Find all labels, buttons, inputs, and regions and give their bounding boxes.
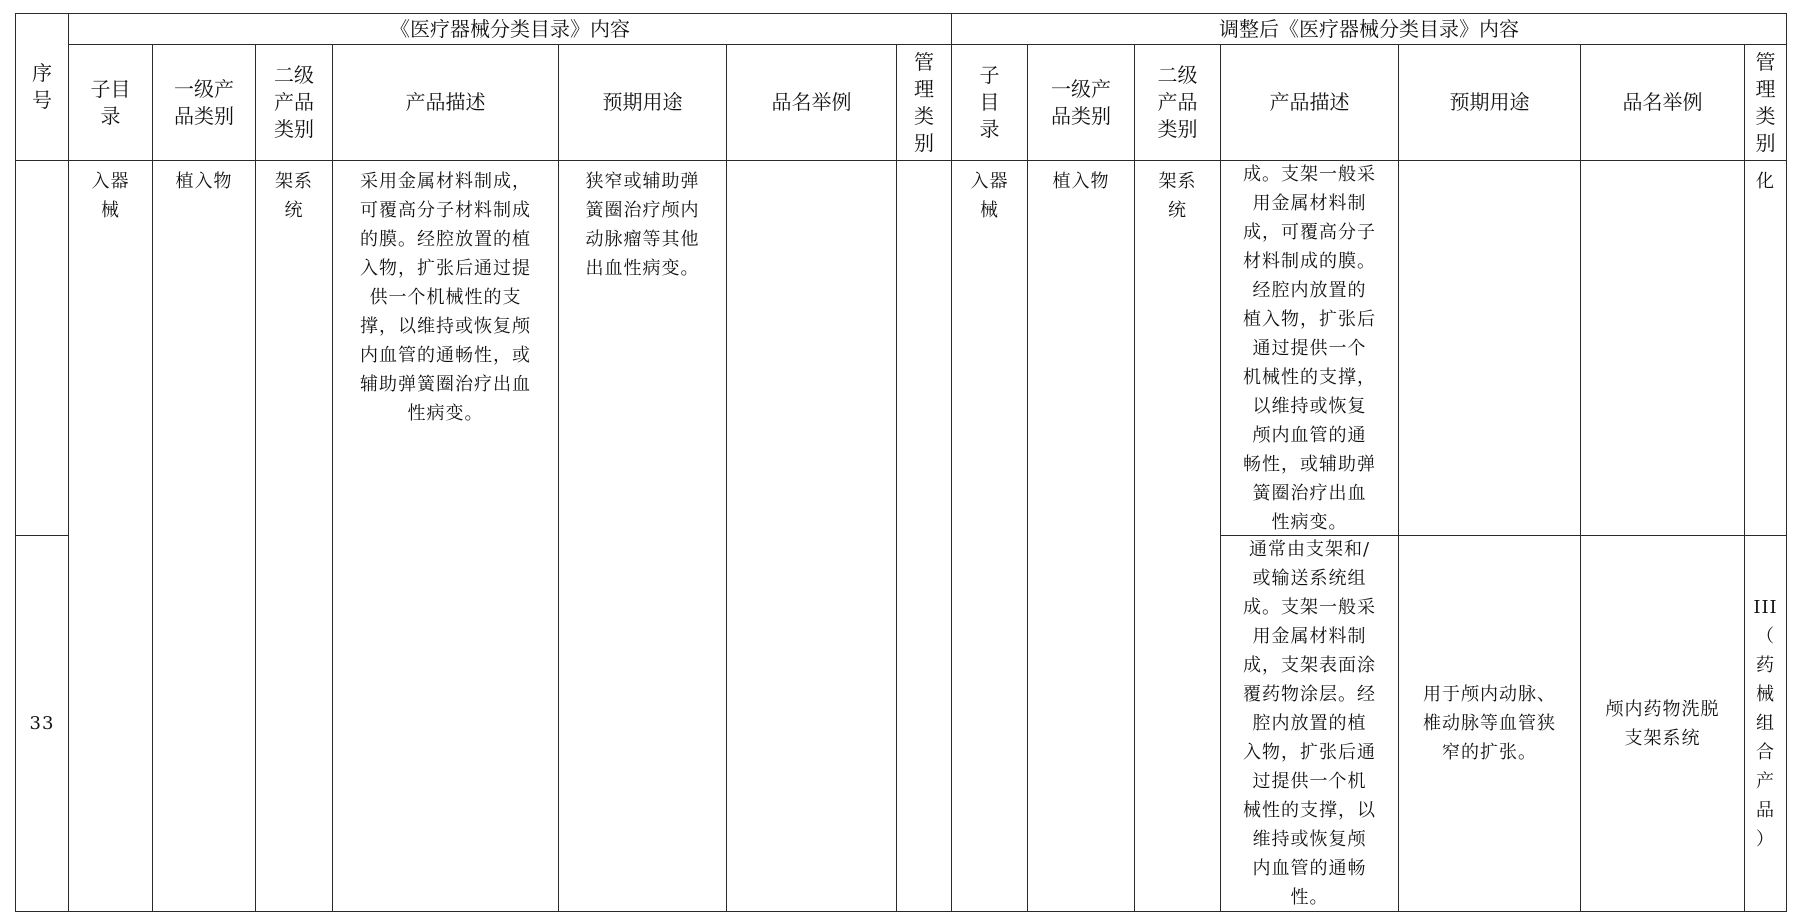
header-left-sub-catalog: 子目 录: [90, 76, 131, 128]
seq-number-row2: 33: [29, 713, 55, 734]
rule-right-edge: [1786, 13, 1787, 912]
right-sub-catalog: 入器 械: [970, 171, 1009, 221]
header-right-examples: 品名举例: [1622, 90, 1703, 114]
rule-bottom: [15, 911, 1787, 912]
right-level2: 架系 统: [1158, 171, 1197, 221]
header-right-description: 产品描述: [1269, 90, 1350, 114]
left-mgmt: [897, 161, 951, 911]
header-left-intended-use: 预期用途: [602, 90, 683, 114]
right-row1-description: 成。支架一般采 用金属材料制 成，可覆高分子 材料制成的膜。 经腔内放置的 植入物，扩张后 通过提供一个 机械性的支撑， 以维持或恢复 颅内血管的通 畅性，或辅助弹 簧圈治疗出血 性病变。: [1243, 163, 1376, 533]
right-row1-mgmt: 化: [1756, 171, 1775, 192]
right-level1: 植入物: [1052, 171, 1110, 192]
right-row2-description: 通常由支架和/ 或输送系统组 成。支架一般采 用金属材料制 成，支架表面涂 覆药物涂层。经 腔内放置的植 入物，扩张后通 过提供一个机 械性的支撑，以 维持或恢复颅 内血管的通畅 性。: [1243, 539, 1376, 908]
right-row2-examples: 颅内药物洗脱 支架系统: [1605, 698, 1720, 749]
left-description: 采用金属材料制成， 可覆高分子材料制成 的膜。经腔放置的植 入物，扩张后通过提 供一个机械性的支 撑，以维持或恢复颅 内血管的通畅性，或 辅助弹簧圈治疗出血 性病变。: [360, 171, 531, 424]
right-row1-intended-use: [1399, 161, 1580, 535]
header-group-right: 调整后《医疗器械分类目录》内容: [1219, 16, 1519, 41]
left-examples: [727, 161, 896, 911]
right-row2-intended-use: 用于颅内动脉、 椎动脉等血管狭 窄的扩张。: [1423, 684, 1556, 763]
header-right-sub-catalog: 子 目 录: [979, 63, 1000, 141]
header-right-mgmt: 管 理 类 别: [1755, 49, 1776, 155]
left-intended-use: 狭窄或辅助弹 簧圈治疗颅内 动脉瘤等其他 出血性病变。: [585, 171, 700, 279]
header-left-mgmt: 管 理 类 别: [914, 49, 934, 155]
header-left-description: 产品描述: [405, 90, 486, 114]
header-seq: 序 号: [32, 61, 52, 112]
header-left-level2: 二级 产品 类别: [274, 63, 314, 141]
header-right-intended-use: 预期用途: [1449, 90, 1530, 114]
left-sub-catalog: 入器 械: [91, 171, 130, 221]
header-right-level2: 二级 产品 类别: [1157, 63, 1198, 141]
left-level1: 植入物: [175, 171, 233, 192]
left-level2: 架系 统: [275, 171, 313, 221]
header-group-left: 《医疗器械分类目录》内容: [390, 16, 630, 41]
right-row1-examples: [1581, 161, 1744, 535]
header-left-level1: 一级产 品类别: [174, 76, 234, 128]
header-left-examples: 品名举例: [771, 90, 852, 114]
header-right-level1: 一级产 品类别: [1051, 76, 1111, 128]
right-row2-mgmt: III （ 药 械 组 合 产 品 ）: [1753, 597, 1778, 850]
